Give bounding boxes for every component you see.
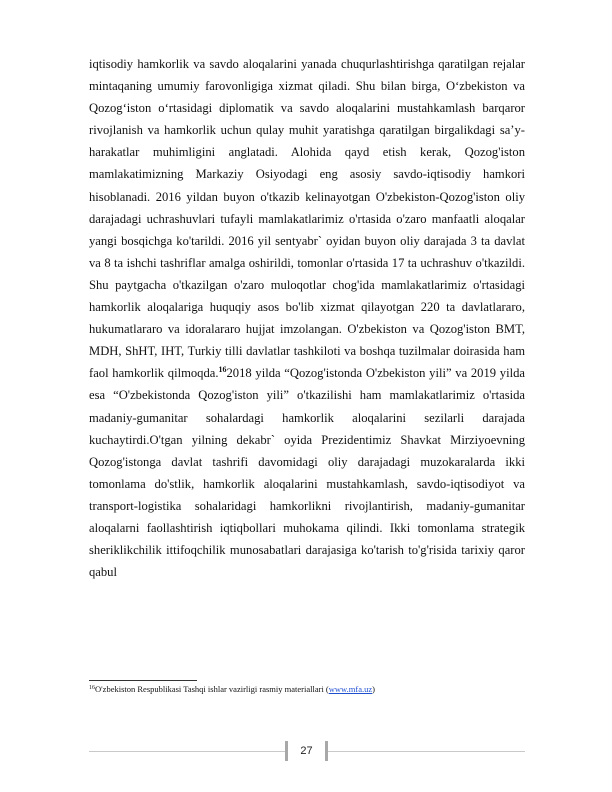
body-paragraph [89, 53, 525, 583]
body-text-part1: iqtisodiy hamkorlik va savdo aloqalarini yanada chuqurlashtirishga qaratilgan rejalar mintaqaning umumiy farovonligiga xizmat qiladi. Shu bilan birga, O‘zbekiston va Qozog‘iston o‘rtasidagi diplomatik va savdo aloqalarini mustahkamlash barqaror rivojlanish va hamkorlik uchun qulay muhit yaratishga qaratilgan birgalikdagi sa’y-harakatlar muhimligini anglatadi. Alohida qayd etish kerak, Qozog'iston mamlakatimizning Markaziy Osiyodagi eng asosiy savdo-iqtisodiy hamkori hisoblanadi. 2016 yildan buyon o'tkazib kelinayotgan O'zbekiston-Qozog'iston oliy darajadagi uchrashuvlari tufayli mamlakatlarimiz o'rtasida o'zaro manfaatli aloqalar yangi bosqichga ko'tarildi. 2016 yil sentyabr` oyidan buyon oliy darajada 3 ta davlat va 8 ta ishchi tashriflar amalga oshirildi, tomonlar o'rtasida 17 ta uchrashuv o'tkazildi. Shu paytgacha o'tkazilgan o'zaro muloqotlar chog'ida mamlakatlarimiz o'rtasidagi hamkorlik aloqalariga huquqiy asos bo'lib xizmat qilayotgan 220 ta davlatlararo, hukumatlararo va idoralararo hujjat imzolangan. O'zbekiston va Qozog'iston BMT, MDH, ShHT, IHT, Turkiy tilli davlatlar tashkiloti va boshqa tuzilmalar doirasida ham faol hamkorlik qilmoqda. [89, 57, 525, 381]
footnote-separator [89, 680, 197, 681]
body-text [89, 53, 525, 583]
body-text-part2: 2018 yilda “Qozog'istonda O'zbekiston yili” va 2019 yilda esa “O'zbekistonda Qozog'iston yili” o'tkazilishi ham mamlakatlarimiz o'rtasida madaniy-gumanitar sohalardagi hamkorlik aloqalarini sezilarli darajada kuchaytirdi.O'tgan yilning dekabr` oyida Prezidentimiz Shavkat Mirziyoevning Qozog'istonga davlat tashrifi davomidagi oliy darajadagi muzokaralarda ikki tomonlama do'stlik, hamkorlik aloqalarini mustahkamlash, savdo-iqtisodiyot va transport-logistika sohalaridagi hamkorlikni rivojlantirish, madaniy-gumanitar aloqalarni faollashtirish iqtiqbollari muhokama qilindi. Ikki tomonlama strategik sheriklikchilik ittifoqchilik munosabatlari darajasiga ko'tarish to'g'risida tarixiy qaror qabul [89, 366, 525, 580]
footnote-number: 16 [89, 685, 95, 691]
footnote-close: ) [372, 684, 375, 694]
footnote [89, 684, 525, 695]
footnote-link[interactable]: www.mfa.uz [328, 684, 373, 694]
page-number: 27 [285, 741, 328, 761]
footnote-reference[interactable]: 16 [218, 365, 227, 375]
footer-line-left [89, 751, 285, 752]
footnote-text: O'zbekiston Respublikasi Tashqi ishlar vazirligi rasmiy materiallari ( [95, 684, 329, 694]
footer-line-right [328, 751, 525, 752]
